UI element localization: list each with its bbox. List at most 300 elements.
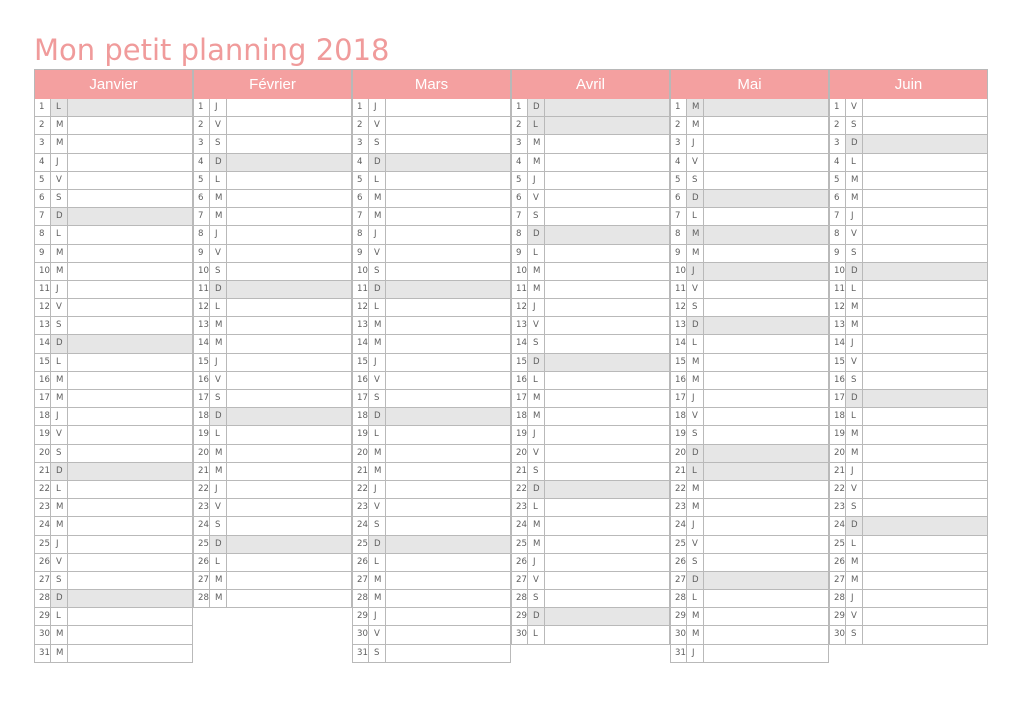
- day-note-cell[interactable]: [704, 335, 828, 352]
- day-note-cell[interactable]: [545, 590, 669, 607]
- day-letter: S: [846, 626, 863, 643]
- day-letter: S: [687, 299, 704, 316]
- day-note-cell[interactable]: [227, 135, 351, 152]
- day-note-cell[interactable]: [386, 135, 510, 152]
- day-number: 19: [194, 426, 210, 443]
- day-note-cell[interactable]: [227, 590, 351, 607]
- day-number: 7: [35, 208, 51, 225]
- day-letter: L: [528, 626, 545, 643]
- day-note-cell[interactable]: [545, 154, 669, 171]
- day-note-cell[interactable]: [386, 354, 510, 371]
- day-note-cell[interactable]: [545, 263, 669, 280]
- day-note-cell[interactable]: [227, 372, 351, 389]
- day-note-cell[interactable]: [704, 481, 828, 498]
- day-letter: D: [528, 481, 545, 498]
- day-row: [34, 372, 193, 390]
- day-note-cell[interactable]: [704, 572, 828, 589]
- day-note-cell[interactable]: [545, 117, 669, 134]
- day-note-cell[interactable]: [386, 426, 510, 443]
- day-note-cell[interactable]: [704, 426, 828, 443]
- day-note-cell[interactable]: [68, 190, 192, 207]
- day-row: [352, 154, 511, 172]
- day-note-cell[interactable]: [545, 390, 669, 407]
- day-note-cell[interactable]: [704, 190, 828, 207]
- day-note-cell[interactable]: [704, 499, 828, 516]
- day-note-cell[interactable]: [704, 172, 828, 189]
- day-row: [511, 154, 670, 172]
- day-note-cell[interactable]: [704, 135, 828, 152]
- day-note-cell[interactable]: [386, 536, 510, 553]
- day-note-cell[interactable]: [863, 281, 987, 298]
- day-note-cell[interactable]: [386, 190, 510, 207]
- day-note-cell[interactable]: [386, 245, 510, 262]
- day-note-cell[interactable]: [386, 517, 510, 534]
- day-note-cell[interactable]: [227, 154, 351, 171]
- day-note-cell[interactable]: [863, 172, 987, 189]
- day-number: 3: [512, 135, 528, 152]
- day-note-cell[interactable]: [386, 263, 510, 280]
- day-letter: J: [528, 426, 545, 443]
- day-note-cell[interactable]: [68, 390, 192, 407]
- day-number: 17: [512, 390, 528, 407]
- day-note-cell[interactable]: [227, 499, 351, 516]
- day-letter: L: [846, 281, 863, 298]
- day-note-cell[interactable]: [863, 117, 987, 134]
- day-note-cell[interactable]: [863, 536, 987, 553]
- day-note-cell[interactable]: [386, 481, 510, 498]
- day-note-cell[interactable]: [386, 554, 510, 571]
- day-note-cell[interactable]: [545, 354, 669, 371]
- day-note-cell[interactable]: [227, 263, 351, 280]
- day-note-cell[interactable]: [545, 608, 669, 625]
- day-note-cell[interactable]: [227, 426, 351, 443]
- day-letter: M: [51, 517, 68, 534]
- day-note-cell[interactable]: [68, 590, 192, 607]
- day-note-cell[interactable]: [227, 554, 351, 571]
- day-note-cell[interactable]: [863, 572, 987, 589]
- day-row: [511, 463, 670, 481]
- day-letter: D: [210, 281, 227, 298]
- day-note-cell[interactable]: [68, 372, 192, 389]
- day-note-cell[interactable]: [386, 299, 510, 316]
- day-number: 26: [194, 554, 210, 571]
- day-note-cell[interactable]: [227, 281, 351, 298]
- day-note-cell[interactable]: [704, 554, 828, 571]
- day-letter: S: [369, 263, 386, 280]
- day-note-cell[interactable]: [227, 390, 351, 407]
- day-note-cell[interactable]: [386, 99, 510, 116]
- day-note-cell[interactable]: [863, 445, 987, 462]
- day-note-cell[interactable]: [863, 608, 987, 625]
- day-row: [670, 172, 829, 190]
- day-note-cell[interactable]: [863, 263, 987, 280]
- day-row: [829, 408, 988, 426]
- day-row: [193, 572, 352, 590]
- day-note-cell[interactable]: [704, 281, 828, 298]
- day-note-cell[interactable]: [386, 226, 510, 243]
- day-note-cell[interactable]: [227, 99, 351, 116]
- day-note-cell[interactable]: [386, 317, 510, 334]
- day-note-cell[interactable]: [863, 299, 987, 316]
- day-note-cell[interactable]: [545, 172, 669, 189]
- day-number: 30: [830, 626, 846, 643]
- day-note-cell[interactable]: [863, 499, 987, 516]
- day-note-cell[interactable]: [545, 536, 669, 553]
- day-note-cell[interactable]: [227, 190, 351, 207]
- day-letter: L: [51, 226, 68, 243]
- day-letter: V: [369, 499, 386, 516]
- day-note-cell[interactable]: [545, 372, 669, 389]
- day-note-cell[interactable]: [68, 99, 192, 116]
- day-number: 1: [512, 99, 528, 116]
- day-note-cell[interactable]: [386, 372, 510, 389]
- day-note-cell[interactable]: [386, 117, 510, 134]
- day-number: 11: [35, 281, 51, 298]
- day-note-cell[interactable]: [68, 536, 192, 553]
- day-note-cell[interactable]: [386, 408, 510, 425]
- day-row: [829, 390, 988, 408]
- day-letter: D: [528, 608, 545, 625]
- day-number: 25: [512, 536, 528, 553]
- day-note-cell[interactable]: [227, 572, 351, 589]
- day-row: [511, 426, 670, 444]
- day-letter: M: [210, 190, 227, 207]
- day-row: [352, 299, 511, 317]
- day-note-cell[interactable]: [386, 626, 510, 643]
- day-note-cell[interactable]: [68, 608, 192, 625]
- day-note-cell[interactable]: [386, 499, 510, 516]
- day-note-cell[interactable]: [704, 208, 828, 225]
- day-letter: M: [210, 590, 227, 607]
- day-note-cell[interactable]: [545, 445, 669, 462]
- day-note-cell[interactable]: [68, 572, 192, 589]
- day-note-cell[interactable]: [386, 335, 510, 352]
- day-note-cell[interactable]: [227, 517, 351, 534]
- day-number: 10: [512, 263, 528, 280]
- day-note-cell[interactable]: [545, 226, 669, 243]
- day-row: [511, 536, 670, 554]
- day-note-cell[interactable]: [704, 263, 828, 280]
- day-row: [193, 317, 352, 335]
- day-row: [352, 335, 511, 353]
- day-row: [670, 190, 829, 208]
- day-number: 21: [35, 463, 51, 480]
- day-note-cell[interactable]: [704, 536, 828, 553]
- day-number: 4: [830, 154, 846, 171]
- day-note-cell[interactable]: [227, 536, 351, 553]
- day-row: [511, 245, 670, 263]
- day-number: 19: [671, 426, 687, 443]
- day-note-cell[interactable]: [863, 99, 987, 116]
- day-row: [352, 554, 511, 572]
- day-note-cell[interactable]: [386, 445, 510, 462]
- day-note-cell[interactable]: [227, 445, 351, 462]
- day-note-cell[interactable]: [386, 390, 510, 407]
- day-note-cell[interactable]: [704, 626, 828, 643]
- day-number: 18: [512, 408, 528, 425]
- day-note-cell[interactable]: [863, 372, 987, 389]
- day-note-cell[interactable]: [68, 226, 192, 243]
- day-number: 20: [830, 445, 846, 462]
- day-note-cell[interactable]: [68, 335, 192, 352]
- day-letter: J: [369, 99, 386, 116]
- day-note-cell[interactable]: [704, 645, 828, 662]
- day-note-cell[interactable]: [227, 226, 351, 243]
- day-letter: D: [369, 536, 386, 553]
- day-row: [352, 463, 511, 481]
- day-number: 24: [35, 517, 51, 534]
- day-number: 22: [830, 481, 846, 498]
- day-note-cell[interactable]: [704, 408, 828, 425]
- day-note-cell[interactable]: [68, 445, 192, 462]
- day-note-cell[interactable]: [545, 99, 669, 116]
- day-number: 21: [194, 463, 210, 480]
- day-note-cell[interactable]: [227, 481, 351, 498]
- day-number: 10: [671, 263, 687, 280]
- day-row: [829, 626, 988, 644]
- day-note-cell[interactable]: [863, 208, 987, 225]
- day-note-cell[interactable]: [386, 154, 510, 171]
- day-letter: M: [687, 99, 704, 116]
- day-row: [193, 390, 352, 408]
- day-note-cell[interactable]: [227, 354, 351, 371]
- day-note-cell[interactable]: [545, 317, 669, 334]
- day-note-cell[interactable]: [386, 572, 510, 589]
- day-letter: J: [210, 354, 227, 371]
- day-note-cell[interactable]: [545, 281, 669, 298]
- day-note-cell[interactable]: [863, 590, 987, 607]
- day-note-cell[interactable]: [386, 590, 510, 607]
- day-row: [670, 154, 829, 172]
- day-row: [34, 626, 193, 644]
- day-note-cell[interactable]: [863, 354, 987, 371]
- day-number: 8: [353, 226, 369, 243]
- day-note-cell[interactable]: [68, 481, 192, 498]
- day-letter: S: [687, 554, 704, 571]
- day-note-cell[interactable]: [545, 426, 669, 443]
- day-note-cell[interactable]: [704, 590, 828, 607]
- day-note-cell[interactable]: [68, 154, 192, 171]
- day-row: [34, 281, 193, 299]
- day-note-cell[interactable]: [863, 226, 987, 243]
- month-days: [34, 99, 193, 663]
- day-note-cell[interactable]: [386, 172, 510, 189]
- day-letter: M: [528, 517, 545, 534]
- day-number: 3: [353, 135, 369, 152]
- day-note-cell[interactable]: [704, 317, 828, 334]
- day-note-cell[interactable]: [68, 117, 192, 134]
- day-note-cell[interactable]: [863, 554, 987, 571]
- day-note-cell[interactable]: [545, 135, 669, 152]
- day-letter: V: [210, 372, 227, 389]
- day-note-cell[interactable]: [863, 135, 987, 152]
- day-note-cell[interactable]: [863, 408, 987, 425]
- day-letter: M: [369, 317, 386, 334]
- day-letter: V: [210, 245, 227, 262]
- day-letter: L: [51, 354, 68, 371]
- day-note-cell[interactable]: [704, 354, 828, 371]
- day-note-cell[interactable]: [704, 463, 828, 480]
- day-note-cell[interactable]: [386, 645, 510, 662]
- day-number: 2: [830, 117, 846, 134]
- day-note-cell[interactable]: [545, 481, 669, 498]
- day-number: 5: [512, 172, 528, 189]
- day-note-cell[interactable]: [863, 517, 987, 534]
- day-note-cell[interactable]: [68, 645, 192, 662]
- day-note-cell[interactable]: [704, 445, 828, 462]
- day-row: [829, 354, 988, 372]
- day-row: [34, 335, 193, 353]
- day-letter: M: [687, 354, 704, 371]
- day-row: [511, 281, 670, 299]
- day-number: 22: [353, 481, 369, 498]
- day-note-cell[interactable]: [863, 481, 987, 498]
- day-letter: J: [687, 517, 704, 534]
- day-letter: L: [210, 172, 227, 189]
- day-letter: L: [210, 299, 227, 316]
- day-note-cell[interactable]: [863, 335, 987, 352]
- day-note-cell[interactable]: [704, 154, 828, 171]
- day-note-cell[interactable]: [704, 226, 828, 243]
- day-note-cell[interactable]: [545, 626, 669, 643]
- day-number: 20: [35, 445, 51, 462]
- day-number: 8: [671, 226, 687, 243]
- day-note-cell[interactable]: [863, 463, 987, 480]
- day-note-cell[interactable]: [545, 335, 669, 352]
- day-note-cell[interactable]: [545, 299, 669, 316]
- day-number: 24: [353, 517, 369, 534]
- day-letter: M: [846, 317, 863, 334]
- day-note-cell[interactable]: [386, 463, 510, 480]
- day-note-cell[interactable]: [863, 190, 987, 207]
- day-letter: L: [369, 299, 386, 316]
- day-row: [670, 245, 829, 263]
- day-letter: D: [687, 190, 704, 207]
- day-note-cell[interactable]: [227, 463, 351, 480]
- day-note-cell[interactable]: [227, 172, 351, 189]
- day-note-cell[interactable]: [545, 408, 669, 425]
- day-note-cell[interactable]: [704, 299, 828, 316]
- day-note-cell[interactable]: [863, 390, 987, 407]
- day-row: [829, 590, 988, 608]
- day-note-cell[interactable]: [863, 245, 987, 262]
- day-note-cell[interactable]: [68, 554, 192, 571]
- day-note-cell[interactable]: [545, 499, 669, 516]
- day-note-cell[interactable]: [68, 408, 192, 425]
- day-number: 26: [671, 554, 687, 571]
- day-note-cell[interactable]: [227, 317, 351, 334]
- day-letter: M: [51, 245, 68, 262]
- day-number: 24: [830, 517, 846, 534]
- day-letter: M: [528, 390, 545, 407]
- day-note-cell[interactable]: [704, 245, 828, 262]
- day-note-cell[interactable]: [863, 626, 987, 643]
- day-note-cell[interactable]: [545, 208, 669, 225]
- day-note-cell[interactable]: [704, 99, 828, 116]
- day-note-cell[interactable]: [386, 208, 510, 225]
- day-note-cell[interactable]: [68, 172, 192, 189]
- day-letter: J: [369, 226, 386, 243]
- day-row: [193, 426, 352, 444]
- day-note-cell[interactable]: [68, 245, 192, 262]
- day-row: [670, 226, 829, 244]
- day-note-cell[interactable]: [68, 426, 192, 443]
- day-note-cell[interactable]: [227, 299, 351, 316]
- day-note-cell[interactable]: [68, 299, 192, 316]
- day-note-cell[interactable]: [704, 390, 828, 407]
- day-letter: M: [51, 135, 68, 152]
- day-note-cell[interactable]: [68, 499, 192, 516]
- day-note-cell[interactable]: [68, 517, 192, 534]
- day-note-cell[interactable]: [68, 263, 192, 280]
- day-letter: M: [210, 335, 227, 352]
- day-note-cell[interactable]: [545, 190, 669, 207]
- day-row: [352, 426, 511, 444]
- day-note-cell[interactable]: [545, 554, 669, 571]
- day-row: [829, 190, 988, 208]
- day-letter: J: [369, 608, 386, 625]
- day-note-cell[interactable]: [863, 154, 987, 171]
- day-number: 1: [353, 99, 369, 116]
- day-note-cell[interactable]: [227, 208, 351, 225]
- day-row: [511, 554, 670, 572]
- day-letter: D: [369, 154, 386, 171]
- day-note-cell[interactable]: [386, 608, 510, 625]
- day-note-cell[interactable]: [704, 517, 828, 534]
- day-note-cell[interactable]: [227, 408, 351, 425]
- day-number: 16: [671, 372, 687, 389]
- day-number: 26: [830, 554, 846, 571]
- day-number: 29: [830, 608, 846, 625]
- day-note-cell[interactable]: [545, 245, 669, 262]
- day-note-cell[interactable]: [68, 281, 192, 298]
- day-number: 31: [671, 645, 687, 662]
- day-note-cell[interactable]: [545, 572, 669, 589]
- day-number: 16: [512, 372, 528, 389]
- day-number: 11: [353, 281, 369, 298]
- day-note-cell[interactable]: [545, 463, 669, 480]
- day-note-cell[interactable]: [68, 626, 192, 643]
- day-row: [829, 263, 988, 281]
- day-note-cell[interactable]: [704, 117, 828, 134]
- day-note-cell[interactable]: [68, 463, 192, 480]
- day-letter: S: [528, 590, 545, 607]
- day-number: 11: [194, 281, 210, 298]
- day-row: [34, 517, 193, 535]
- day-note-cell[interactable]: [863, 317, 987, 334]
- day-letter: S: [210, 517, 227, 534]
- day-note-cell[interactable]: [704, 608, 828, 625]
- day-row: [829, 226, 988, 244]
- day-row: [511, 481, 670, 499]
- day-row: [511, 299, 670, 317]
- day-letter: M: [210, 445, 227, 462]
- day-note-cell[interactable]: [545, 517, 669, 534]
- day-note-cell[interactable]: [227, 335, 351, 352]
- day-note-cell[interactable]: [227, 245, 351, 262]
- day-note-cell[interactable]: [68, 208, 192, 225]
- day-letter: L: [846, 536, 863, 553]
- day-note-cell[interactable]: [68, 354, 192, 371]
- day-note-cell[interactable]: [386, 281, 510, 298]
- day-note-cell[interactable]: [704, 372, 828, 389]
- day-note-cell[interactable]: [68, 135, 192, 152]
- day-note-cell[interactable]: [227, 117, 351, 134]
- day-note-cell[interactable]: [68, 317, 192, 334]
- day-note-cell[interactable]: [863, 426, 987, 443]
- day-letter: L: [846, 408, 863, 425]
- day-letter: V: [51, 299, 68, 316]
